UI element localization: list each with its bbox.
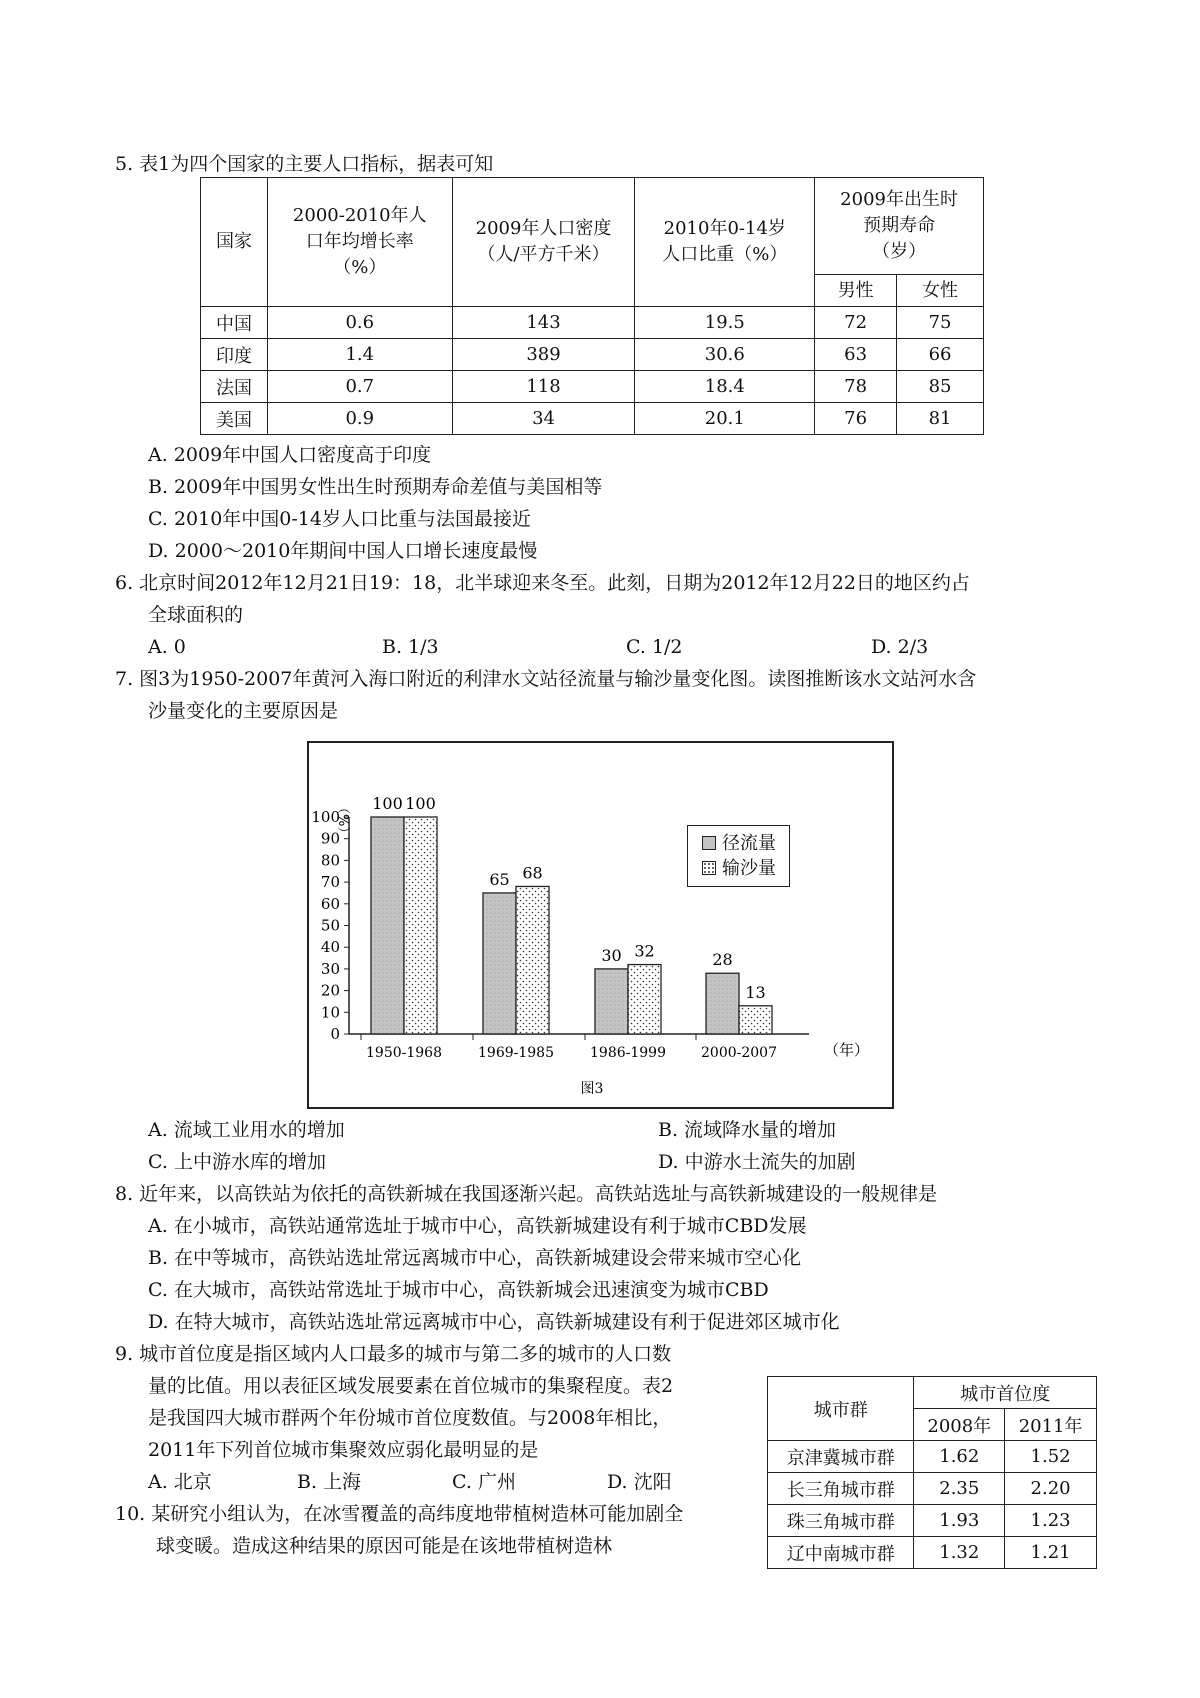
th-city-group: 城市群	[768, 1377, 914, 1441]
q6-option-b: B. 1/3	[382, 636, 439, 658]
q5-option-c: C. 2010年中国0-14岁人口比重与法国最接近	[148, 508, 531, 530]
th-growth: 2000-2010年人 口年均增长率 （%）	[267, 178, 452, 307]
y-tick-label: 50	[320, 916, 340, 935]
y-tick-label: 60	[320, 894, 340, 913]
y-tick-label: 70	[320, 873, 340, 892]
th-density: 2009年人口密度 （人/平方千米）	[452, 178, 635, 307]
data-label: 30	[601, 945, 622, 965]
y-tick-label: 40	[320, 938, 340, 957]
q8-option-b: B. 在中等城市，高铁站选址常远离城市中心，高铁新城建设会带来城市空心化	[148, 1247, 802, 1269]
q10-line2: 球变暖。造成这种结果的原因可能是在该地带植树造林	[156, 1535, 613, 1557]
x-tick-label: 1986-1999	[590, 1045, 666, 1061]
table-row: 京津冀城市群 1.62 1.52	[768, 1441, 1097, 1473]
q8-stem: 8. 近年来，以高铁站为依托的高铁新城在我国逐渐兴起。高铁站选址与高铁新城建设的一般规律是	[115, 1183, 938, 1205]
bar-runoff	[706, 973, 739, 1034]
th-female: 女性	[897, 275, 984, 307]
th-2011: 2011年	[1005, 1409, 1097, 1441]
q9-option-b: B. 上海	[297, 1471, 362, 1493]
data-label: 13	[745, 982, 766, 1002]
bar-sediment	[516, 886, 549, 1034]
q6-stem-line1: 6. 北京时间2012年12月21日19：18，北半球迎来冬至。此刻，日期为2012年12月22日的地区约占	[115, 572, 970, 594]
table-row: 美国 0.9 34 20.1 76 81	[201, 403, 984, 435]
bar-runoff	[483, 893, 516, 1034]
table-row: 印度 1.4 389 30.6 63 66	[201, 339, 984, 371]
y-tick-label: 10	[320, 1003, 340, 1022]
q7-option-a: A. 流域工业用水的增加	[148, 1119, 345, 1141]
q7-option-c: C. 上中游水库的增加	[148, 1151, 326, 1173]
q9-option-c: C. 广州	[452, 1471, 516, 1493]
runoff-sediment-chart	[307, 741, 894, 1109]
x-tick-label: 1950-1968	[366, 1045, 442, 1061]
y-tick-label: 100	[311, 808, 340, 826]
table-row: 中国 0.6 143 19.5 72 75	[201, 307, 984, 339]
table-row: 法国 0.7 118 18.4 78 85	[201, 371, 984, 403]
table-row: 珠三角城市群 1.93 1.23	[768, 1505, 1097, 1537]
q6-option-c: C. 1/2	[626, 636, 683, 658]
q9-option-d: D. 沈阳	[607, 1471, 672, 1493]
x-tick-label: 2000-2007	[701, 1045, 777, 1061]
q9-line2: 量的比值。用以表征区域发展要素在首位城市的集聚程度。表2	[148, 1375, 674, 1397]
legend-item-runoff: 径流量	[702, 834, 776, 854]
q10-line1: 10. 某研究小组认为，在冰雪覆盖的高纬度地带植树造林可能加剧全	[115, 1503, 684, 1525]
q5-option-b: B. 2009年中国男女性出生时预期寿命差值与美国相等	[148, 476, 603, 498]
table-row: 辽中南城市群 1.32 1.21	[768, 1537, 1097, 1569]
x-axis-unit: （年）	[824, 1041, 870, 1059]
bar-sediment	[739, 1006, 772, 1034]
chart-caption: 图3	[580, 1081, 604, 1097]
q7-stem-line2: 沙量变化的主要原因是	[148, 700, 339, 722]
q7-option-b: B. 流域降水量的增加	[658, 1119, 837, 1141]
chart-legend	[687, 825, 790, 887]
y-axis-label: （%）	[335, 801, 350, 840]
th-youth: 2010年0-14岁 人口比重（%）	[635, 178, 815, 307]
q5-option-a: A. 2009年中国人口密度高于印度	[148, 444, 432, 466]
th-primacy: 城市首位度	[914, 1377, 1097, 1409]
q9-line4: 2011年下列首位城市集聚效应弱化最明显的是	[148, 1439, 539, 1461]
table-row: 长三角城市群 2.35 2.20	[768, 1473, 1097, 1505]
q9-line1: 9. 城市首位度是指区域内人口最多的城市与第二多的城市的人口数	[115, 1343, 672, 1365]
y-tick-label: 20	[320, 981, 340, 1000]
chart-svg	[309, 743, 892, 1107]
city-primacy-table	[767, 1376, 1097, 1569]
q9-option-a: A. 北京	[148, 1471, 212, 1493]
bar-sediment	[404, 817, 437, 1034]
th-2008: 2008年	[914, 1409, 1005, 1441]
data-label: 28	[712, 950, 733, 970]
th-life: 2009年出生时 预期寿命 （岁）	[815, 178, 984, 275]
data-label: 65	[489, 869, 510, 889]
q5-stem: 5. 表1为四个国家的主要人口指标，据表可知	[115, 153, 494, 175]
bar-runoff	[371, 817, 404, 1034]
y-tick-label: 30	[320, 959, 340, 978]
population-table	[200, 177, 984, 435]
y-tick-label: 80	[320, 851, 340, 870]
data-label: 68	[522, 863, 543, 883]
bar-runoff	[595, 969, 628, 1034]
y-tick-label: 0	[330, 1025, 340, 1043]
bar-sediment	[628, 965, 661, 1034]
legend-swatch-sediment	[702, 861, 716, 875]
q8-option-c: C. 在大城市，高铁站常选址于城市中心，高铁新城会迅速演变为城市CBD	[148, 1279, 769, 1301]
q7-option-d: D. 中游水土流失的加剧	[658, 1151, 856, 1173]
q8-option-a: A. 在小城市，高铁站通常选址于城市中心，高铁新城建设有利于城市CBD发展	[148, 1215, 807, 1237]
legend-swatch-runoff	[702, 836, 716, 850]
data-label: 100	[372, 794, 403, 813]
q6-option-a: A. 0	[148, 636, 186, 658]
th-country: 国家	[201, 178, 268, 307]
q9-line3: 是我国四大城市群两个年份城市首位度数值。与2008年相比，	[148, 1407, 672, 1429]
legend-item-sediment: 输沙量	[702, 859, 776, 879]
data-label: 32	[634, 941, 655, 961]
data-label: 100	[405, 794, 436, 813]
q7-stem-line1: 7. 图3为1950-2007年黄河入海口附近的利津水文站径流量与输沙量变化图。读图推断该水文站河水含	[115, 668, 977, 690]
th-male: 男性	[815, 275, 897, 307]
y-tick-label: 90	[320, 829, 340, 848]
q6-stem-line2: 全球面积的	[148, 604, 244, 626]
q6-option-d: D. 2/3	[871, 636, 929, 658]
q5-option-d: D. 2000～2010年期间中国人口增长速度最慢	[148, 540, 538, 562]
q8-option-d: D. 在特大城市，高铁站选址常远离城市中心，高铁新城建设有利于促进郊区城市化	[148, 1311, 840, 1333]
x-tick-label: 1969-1985	[478, 1045, 554, 1061]
